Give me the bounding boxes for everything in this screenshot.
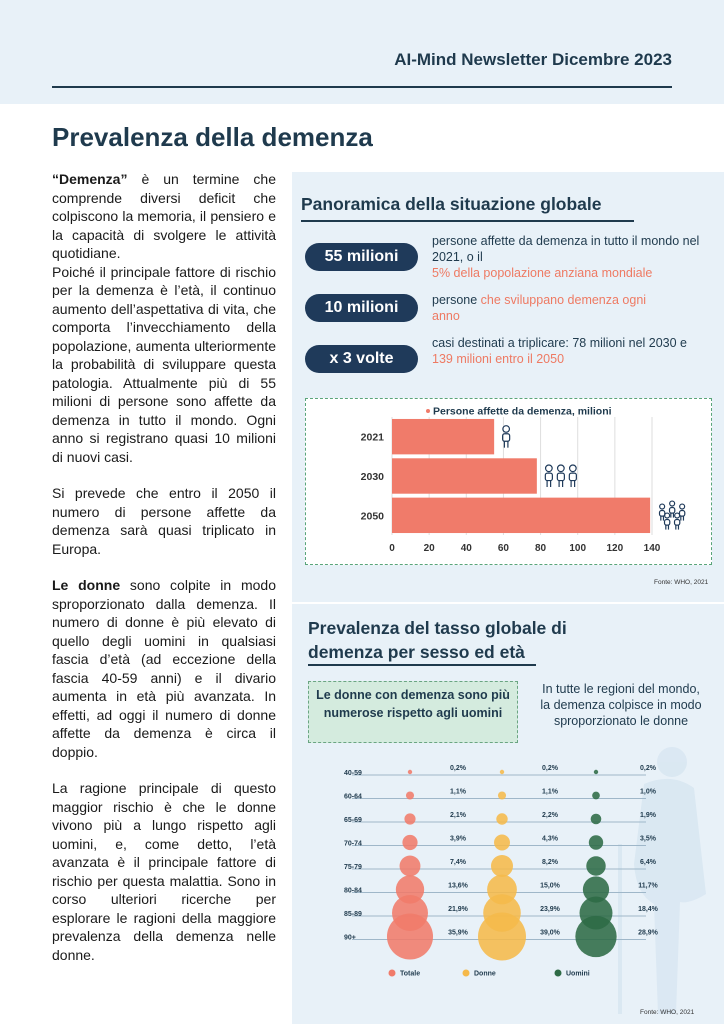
value-label: 1,1% xyxy=(450,788,466,796)
elderly-silhouette-icon xyxy=(618,747,706,1014)
bubble xyxy=(589,835,603,849)
bubble xyxy=(402,835,417,850)
value-label: 4,3% xyxy=(542,835,558,843)
prevalence-heading: Prevalenza del tasso globale di demenza per sesso ed età xyxy=(308,618,567,662)
person-icon xyxy=(670,501,675,517)
value-label: 2,1% xyxy=(450,812,466,819)
value-label: 28,9% xyxy=(638,929,658,937)
x-tick-label: 140 xyxy=(643,543,661,554)
term-dementia: “Demenza” xyxy=(52,171,128,187)
body-text xyxy=(52,170,276,982)
bar-chart xyxy=(306,399,710,563)
value-label: 8,2% xyxy=(542,859,558,866)
age-label: 80-84 xyxy=(344,887,362,895)
bubble xyxy=(491,855,513,877)
overview-heading-rule xyxy=(301,220,634,222)
stat-text-55-million: persone affette da demenza in tutto il mondo nel 2021, o il 5% della popolazione anziana mondiale xyxy=(432,234,700,280)
person-icon xyxy=(557,465,564,487)
bubble xyxy=(500,770,504,774)
category-label: 2021 xyxy=(360,431,384,444)
legend-label: Donne xyxy=(474,970,496,978)
value-label: 39,0% xyxy=(540,929,560,937)
age-label: 90+ xyxy=(344,934,356,942)
person-icon xyxy=(569,465,576,487)
person-icon xyxy=(545,465,552,487)
value-label: 1,0% xyxy=(640,788,656,796)
bubble xyxy=(586,856,605,875)
legend-label: Totale xyxy=(400,970,421,978)
paragraph-reason: La ragione principale di questo maggior rischio è che le donne vivono più a lungo rispetto agli uomini, e, come detto, l’età avanzata è il principale fattore di rischio per questa malattia. Sono in corso ulteriori ricerche per esplorare le ragioni della maggiore prevalenza della demenza nelle donne. xyxy=(52,780,276,963)
person-icon xyxy=(660,504,665,520)
bubble xyxy=(400,856,421,877)
age-label: 70-74 xyxy=(344,840,362,848)
bar-chart-box xyxy=(305,398,712,565)
paragraph-forecast: Si prevede che entro il 2050 il numero di persone affette da demenza sarà quasi triplicato in Europa. xyxy=(52,485,276,557)
bar xyxy=(392,458,537,493)
stat-text-10-million: persone che sviluppano demenza ogni anno xyxy=(432,293,647,323)
bubble xyxy=(408,770,412,774)
paragraph-risk: Poiché il principale fattore di rischio per la demenza è l’età, il continuo aumento dell’aspettativa di vita, che comporta l’invecchiamento della popolazione, aumenta ulteriormente la probabilità di sviluppare questa patologia. Attualmente più di 55 milioni di persone sono affette da demenza in tutto il mondo. Ogni anno si registrano quasi 10 milioni di nuovi casi. xyxy=(52,263,276,465)
value-label: 3,5% xyxy=(640,835,656,843)
value-label: 18,4% xyxy=(638,906,658,913)
person-icon xyxy=(675,513,680,530)
bubble xyxy=(406,791,414,799)
stat-pill-triple: x 3 volte xyxy=(305,345,418,373)
bubble xyxy=(404,813,415,824)
legend-marker xyxy=(389,970,396,977)
bubble xyxy=(496,813,507,824)
legend-marker xyxy=(555,970,562,977)
women-callout: Le donne con demenza sono più numerose rispetto agli uomini xyxy=(308,681,518,743)
x-tick-label: 120 xyxy=(606,543,624,554)
bubble xyxy=(498,791,506,799)
category-label: 2030 xyxy=(360,471,384,483)
prevalence-heading-rule xyxy=(308,664,536,666)
bubble xyxy=(494,835,510,851)
page-title: Prevalenza della demenza xyxy=(52,122,373,152)
value-label: 1,1% xyxy=(542,788,558,796)
age-label: 75-79 xyxy=(344,864,362,871)
overview-source: Fonte: WHO, 2021 xyxy=(654,579,709,586)
value-label: 7,4% xyxy=(450,859,466,866)
bubble xyxy=(478,913,526,961)
value-label: 35,9% xyxy=(448,929,468,937)
bar xyxy=(392,419,494,454)
value-label: 6,4% xyxy=(640,859,656,866)
x-tick-label: 0 xyxy=(389,543,395,554)
women-note: In tutte le regioni del mondo, la demenza colpisce in modo sproporzionato le donne xyxy=(540,682,702,728)
chart-title: Persone affette da demenza, milioni xyxy=(433,405,612,418)
value-label: 21,9% xyxy=(448,906,468,913)
person-icon xyxy=(680,504,685,520)
header-divider xyxy=(52,86,672,88)
x-tick-label: 60 xyxy=(497,543,509,554)
value-label: 13,6% xyxy=(448,882,468,890)
x-tick-label: 20 xyxy=(423,543,435,554)
overview-heading: Panoramica della situazione globale xyxy=(301,194,602,214)
bubble xyxy=(592,792,600,800)
legend-marker xyxy=(463,970,470,977)
bar xyxy=(392,498,650,533)
paragraph-definition: “Demenza” è un termine che comprende diversi deficit che colpiscono la memoria, il pensiero e la capacità di svolgere le attività quotidiane. xyxy=(52,171,276,261)
bubble xyxy=(387,913,433,959)
stat-pill-55-million: 55 milioni xyxy=(305,243,418,271)
value-label: 11,7% xyxy=(638,882,658,890)
legend-label: Uomini xyxy=(566,970,590,978)
value-label: 15,0% xyxy=(540,882,560,890)
age-label: 60-64 xyxy=(344,793,362,801)
bubble xyxy=(591,814,602,825)
age-label: 40-59 xyxy=(344,770,362,777)
x-tick-label: 80 xyxy=(535,543,547,554)
person-icon xyxy=(665,513,670,530)
legend-marker xyxy=(426,409,430,413)
bubble xyxy=(594,770,598,774)
value-label: 2,2% xyxy=(542,812,558,819)
value-label: 0,2% xyxy=(542,765,558,772)
value-label: 3,9% xyxy=(450,835,466,843)
value-label: 0,2% xyxy=(640,765,656,772)
paragraph-women: Le donne sono colpite in modo sproporzionato dalla demenza. Il numero di donne è più elevato di quello degli uomini in qualsiasi fascia d’età (ad eccezione della fascia 40-59 anni) e il divario aumenta in età più avanzata. In effetti, ad oggi il numero di donne affette da demenza è circa il doppio. xyxy=(52,577,276,760)
bubble-chart xyxy=(292,744,724,1019)
value-label: 1,9% xyxy=(640,812,656,819)
category-label: 2050 xyxy=(360,510,384,523)
newsletter-title: AI-Mind Newsletter Dicembre 2023 xyxy=(394,50,672,69)
value-label: 23,9% xyxy=(540,906,560,913)
prevalence-source: Fonte: WHO, 2021 xyxy=(640,1009,695,1016)
age-label: 65-69 xyxy=(344,817,362,824)
stat-text-triple: casi destinati a triplicare: 78 milioni nel 2030 e 139 milioni entro il 2050 xyxy=(432,336,687,366)
bubble xyxy=(575,916,616,957)
value-label: 0,2% xyxy=(450,765,466,772)
x-tick-label: 40 xyxy=(460,543,472,554)
stat-pill-10-million: 10 milioni xyxy=(305,294,418,322)
age-label: 85-89 xyxy=(344,911,362,918)
x-tick-label: 100 xyxy=(569,543,587,554)
term-women: Le donne xyxy=(52,577,121,593)
